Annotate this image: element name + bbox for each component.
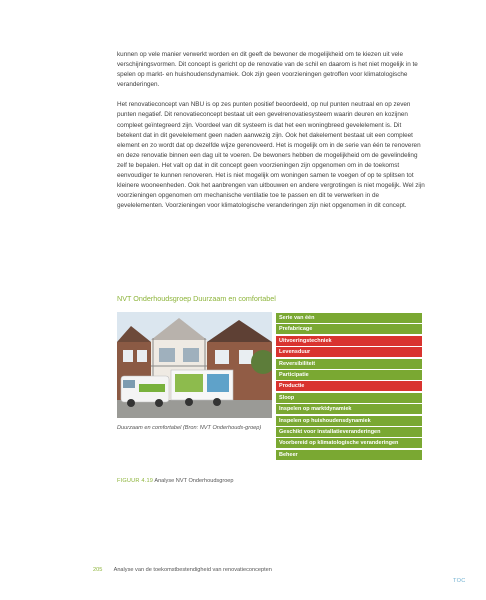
paragraph: Het renovatieconcept van NBU is op zes punten positief beoordeeld, op nul punten neutraal en op zeven punten negatief. Dit renovatieconcept bestaat uit een gevelrenovatiesysteem waarin deuren en kozijnen compleet geïntegreerd zijn. Voordeel van dit systeem is dat het een woningbreed gevelelement is. Dit betekent dat in dit gevelelement geen naden aanwezig zijn. Ook het dakelement bestaat uit een compleet element en zo wordt dat op dezelfde wijze gerenoveerd. Het is mogelijk om in de serie van één te renoveren en deze renovatie binnen een dag uit te voeren. De bewoners hebben de mogelijkheid om de gevelindeling zelf te bepalen. Het valt op dat in dit concept geen voorzieningen zijn opgenomen om in de toekomst eenvoudiger te kunnen renoveren. Het is niet mogelijk om woningen samen te voegen of op te splitsen tot kleinere wooneenheden. Ook het aanbrengen van uitbouwen en andere vergrotingen is niet mogelijk. Wel zijn voorzieningen opgenomen om mechanische ventilatie toe te passen en dit te verwerken in de gevelelementen. Voorzieningen voor klimatologische veranderingen zijn niet opgenomen in dit concept.	[117, 101, 425, 210]
page-number: 205	[93, 567, 103, 573]
photo-trailer-livery	[207, 374, 229, 392]
photo-trailer-wheel	[185, 398, 193, 406]
criteria-row: Serie van één	[276, 313, 422, 323]
criteria-row: Prefabricage	[276, 324, 422, 334]
criteria-row: Reversibiliteit	[276, 359, 422, 369]
page-footer	[93, 567, 272, 573]
criteria-row: Beheer	[276, 450, 422, 460]
photo-van-livery	[139, 384, 165, 392]
criteria-row: Inspelen op huishoudensdynamiek	[276, 416, 422, 426]
photo-van-window	[123, 380, 135, 388]
criteria-row: Geschikt voor installatieveranderingen	[276, 427, 422, 437]
photo-window	[183, 348, 199, 362]
photo-window	[159, 348, 175, 362]
body-text	[117, 50, 427, 221]
photo-illustration	[117, 312, 272, 418]
criteria-row: Voorbereid op klimatologische veranderingen	[276, 438, 422, 448]
footer-title: Analyse van de toekomstbestendigheid van renovatieconcepten	[113, 567, 272, 573]
photo-trailer-livery	[175, 374, 203, 392]
section-heading: NVT Onderhoudsgroep Duurzaam en comfortabel	[117, 294, 276, 303]
criteria-row: Levensduur	[276, 347, 422, 357]
photo-street	[117, 400, 272, 418]
photo-trailer-wheel	[213, 398, 221, 406]
criteria-row: Productie	[276, 381, 422, 391]
renovation-photo	[117, 312, 272, 418]
toc-link[interactable]: TOC	[453, 578, 466, 584]
photo-window	[215, 350, 229, 364]
paragraph: kunnen op vele manier verwerkt worden en dit geeft de bewoner de mogelijkheid om te kiezen uit vele verschijningsvormen. Dit concept is gericht op de renovatie van de schil en daarom is het niet mogelijk in te spelen op markt- en huishoudensdynamiek. Ook zijn geen voorzieningen getroffen voor klimatologische veranderingen.	[117, 51, 418, 89]
criteria-row: Uitvoeringstechniek	[276, 336, 422, 346]
criteria-table	[276, 313, 422, 461]
figure-title: Analyse NVT Onderhoudsgroep	[154, 478, 234, 484]
photo-window	[137, 350, 147, 362]
photo-van-wheel	[155, 399, 163, 407]
criteria-row: Sloop	[276, 393, 422, 403]
photo-van-wheel	[127, 399, 135, 407]
criteria-row: Participatie	[276, 370, 422, 380]
criteria-row: Inspelen op marktdynamiek	[276, 404, 422, 414]
figure-caption	[117, 478, 234, 484]
figure-label: FIGUUR 4.19	[117, 478, 154, 484]
photo-caption: Duurzaam en comfortabel (Bron: NVT Onderhouds-groep)	[117, 425, 262, 431]
photo-window	[123, 350, 133, 362]
photo-window	[239, 350, 253, 364]
